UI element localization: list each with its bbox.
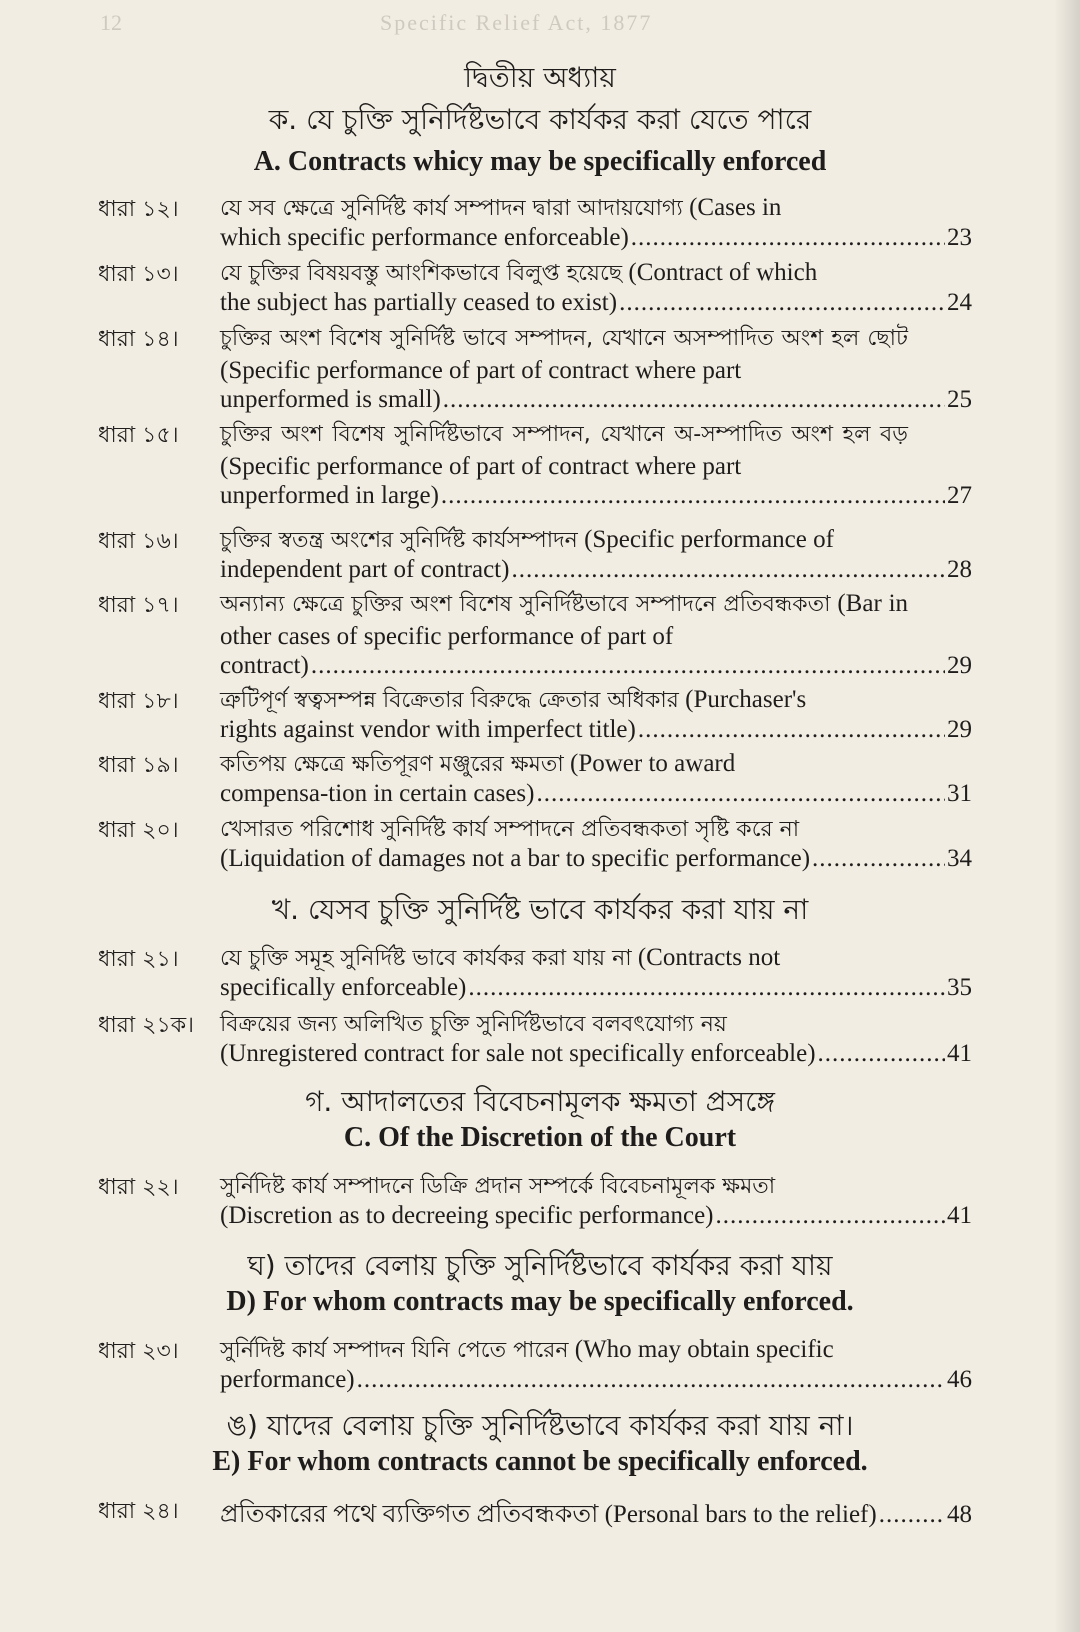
entry-text: যে সব ক্ষেত্রে সুনির্দিষ্ট কার্য সম্পাদন দ্বারা আদায়যোগ্য (Cases in xyxy=(220,194,782,221)
section-a-title-en: A. Contracts whicy may be specifically enforced xyxy=(253,146,827,177)
entry-last-line: (Discretion as to decreeing specific performance) ..... 41 xyxy=(220,1202,972,1234)
section-label: ধারা ১৩। xyxy=(98,262,179,287)
book-spine-shadow xyxy=(1054,0,1080,1632)
entry-last-line: the subject has partially ceased to exist) ..... 24 xyxy=(220,289,972,321)
dot-leader xyxy=(443,386,945,414)
section-d-title-en: D) For whom contracts may be specifically enforced. xyxy=(226,1286,854,1317)
entry-last-line: (Unregistered contract for sale not specifically enforceable) ..... 41 xyxy=(220,1040,972,1072)
section-label: ধারা ২৩। xyxy=(98,1339,179,1364)
running-header xyxy=(0,6,1080,36)
section-d-title-bn: ঘ) তাদের বেলায় চুক্তি সুনির্দিষ্টভাবে কার্যকর করা যায় xyxy=(247,1249,833,1282)
section-label: ধারা ১৫। xyxy=(98,423,179,448)
section-label: ধারা ১৮। xyxy=(98,689,179,714)
section-c-title-en: C. Of the Discretion of the Court xyxy=(343,1122,737,1153)
entry-last-line: performance) ..... 46 xyxy=(220,1366,972,1398)
entry-text: চুক্তির অংশ বিশেষ সুনির্দিষ্টভাবে সম্পাদন, যেখানে অ-সম্পাদিত অংশ হল বড় (Specific performance of part of contract where part xyxy=(220,422,908,480)
page-ref: 25 xyxy=(947,386,972,413)
entry-text: ত্রুটিপূর্ণ স্বত্বসম্পন্ন বিক্রেতার বিরুদ্ধে ক্রেতার অধিকার (Purchaser's xyxy=(220,686,807,713)
page-ref: 24 xyxy=(947,289,972,316)
entry-last-line: independent part of contract) ..... 28 xyxy=(220,556,972,588)
page-ref: 27 xyxy=(947,482,972,509)
page-ref: 41 xyxy=(947,1202,972,1229)
entry-text: খেসারত পরিশোধ সুনির্দিষ্ট কার্য সম্পাদনে প্রতিবন্ধকতা সৃষ্টি করে না xyxy=(220,817,800,842)
section-a-title-bn: ক. যে চুক্তি সুনির্দিষ্টভাবে কার্যকর করা যেতে পারে xyxy=(268,103,812,136)
dot-leader xyxy=(357,1366,945,1394)
page-ref: 35 xyxy=(947,974,972,1001)
section-label: ধারা ১৯। xyxy=(98,753,179,778)
running-title: Specific Relief Act, 1877 xyxy=(380,10,653,35)
chapter-title: দ্বিতীয় অধ্যায় xyxy=(464,61,616,94)
dot-leader xyxy=(716,1202,945,1230)
section-label: ধারা ২২। xyxy=(98,1175,179,1200)
entry-last-line: contract) ..... 29 xyxy=(220,652,972,684)
entry-last-line: (Liquidation of damages not a bar to specific performance) ..... 34 xyxy=(220,845,972,877)
section-label: ধারা ১৭। xyxy=(98,593,179,618)
page-ref: 46 xyxy=(947,1366,972,1393)
entry-text: বিক্রয়ের জন্য অলিখিত চুক্তি সুনির্দিষ্টভাবে বলবৎযোগ্য নয় xyxy=(220,1012,727,1037)
dot-leader xyxy=(638,716,945,744)
entry-text: যে চুক্তির বিষয়বস্তু আংশিকভাবে বিলুপ্ত হয়েছে (Contract of which xyxy=(220,259,818,286)
entry-text: সুর্নিদিষ্ট কার্য সম্পাদনে ডিক্রি প্রদান সম্পর্কে বিবেচনামূলক ক্ষমতা xyxy=(220,1174,776,1199)
page-ref: 34 xyxy=(947,845,972,872)
entry-text: অন্যান্য ক্ষেত্রে চুক্তির অংশ বিশেষ সুনির্দিষ্টভাবে সম্পাদনে প্রতিবন্ধকতা (Bar in other cases of specific performance of part of xyxy=(220,590,909,650)
page-ref: 41 xyxy=(947,1040,972,1067)
entry-last-line: which specific performance enforceable) ..... 23 xyxy=(220,224,972,256)
entry-last-line: compensa-tion in certain cases) ..... 31 xyxy=(220,780,972,812)
entry-text: কতিপয় ক্ষেত্রে ক্ষতিপূরণ মঞ্জুরের ক্ষমতা (Power to award xyxy=(220,750,736,777)
section-c-title-bn: গ. আদালতের বিবেচনামূলক ক্ষমতা প্রসঙ্গে xyxy=(305,1085,775,1118)
entry-last-line: specifically enforceable) ..... 35 xyxy=(220,974,972,1006)
dot-leader xyxy=(511,556,945,584)
page-ref: 23 xyxy=(947,224,972,251)
entry-last-line: rights against vendor with imperfect title) ..... 29 xyxy=(220,716,972,748)
entry-text: সুর্নিদিষ্ট কার্য সম্পাদন যিনি পেতে পারেন (Who may obtain specific xyxy=(220,1336,834,1363)
dot-leader xyxy=(818,1040,945,1068)
entry-text: যে চুক্তি সমূহ সুনির্দিষ্ট ভাবে কার্যকর করা যায় না (Contracts not xyxy=(220,944,781,971)
entry-last-line: প্রতিকারের পথে ব্যক্তিগত প্রতিবন্ধকতা (Personal bars to the relief) ..... 48 xyxy=(220,1494,972,1526)
page-ref: 29 xyxy=(947,716,972,743)
page-number: 12 xyxy=(100,10,122,35)
section-label: ধারা ২১। xyxy=(98,947,179,972)
section-label: ধারা ২১ক। xyxy=(98,1013,195,1038)
section-label: ধারা ২৪। xyxy=(98,1499,179,1524)
dot-leader xyxy=(619,289,945,317)
dot-leader xyxy=(536,780,945,808)
dot-leader xyxy=(631,224,945,252)
entry-last-line: unperformed is small) ..... 25 xyxy=(220,386,972,418)
page-ref: 48 xyxy=(947,1501,972,1528)
dot-leader xyxy=(441,482,945,510)
section-e-title-bn: ঙ) যাদের বেলায় চুক্তি সুনির্দিষ্টভাবে কার্যকর করা যায় না। xyxy=(226,1409,854,1442)
section-label: ধারা ১৪। xyxy=(98,327,179,352)
dot-leader xyxy=(311,652,945,680)
dot-leader xyxy=(468,974,945,1002)
section-e-title-en: E) For whom contracts cannot be specifically enforced. xyxy=(212,1446,868,1477)
dot-leader xyxy=(879,1501,945,1529)
entry-last-line: unperformed in large) ..... 27 xyxy=(220,482,972,514)
section-label: ধারা ১২। xyxy=(98,197,179,222)
section-b-title-bn: খ. যেসব চুক্তি সুনির্দিষ্ট ভাবে কার্যকর করা যায় না xyxy=(271,893,809,926)
page-ref: 29 xyxy=(947,652,972,679)
page-ref: 28 xyxy=(947,556,972,583)
entry-text: চুক্তির অংশ বিশেষ সুনির্দিষ্ট ভাবে সম্পাদন, যেখানে অসম্পাদিত অংশ হল ছোট (Specific performance of part of contract where part xyxy=(220,326,908,384)
entry-text: চুক্তির স্বতন্ত্র অংশের সুনির্দিষ্ট কার্যসম্পাদন (Specific performance of xyxy=(220,526,834,553)
section-label: ধারা ২০। xyxy=(98,818,179,843)
page-ref: 31 xyxy=(947,780,972,807)
dot-leader xyxy=(812,845,945,873)
section-label: ধারা ১৬। xyxy=(98,529,179,554)
